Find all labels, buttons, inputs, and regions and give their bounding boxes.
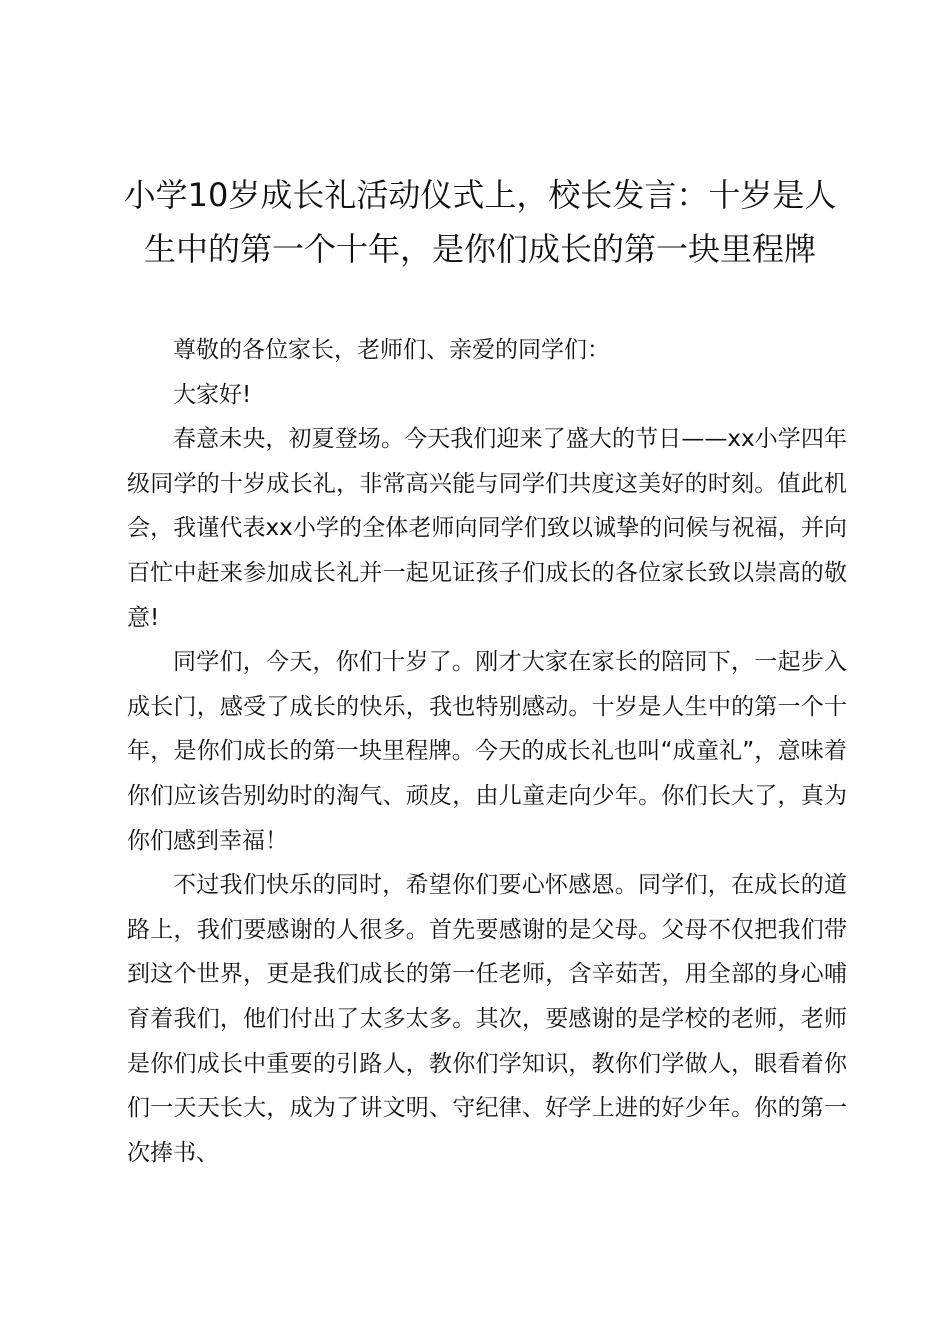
greeting-paragraph: 大家好! (173, 381, 252, 408)
salutation-paragraph: 尊敬的各位家长，老师们、亲爱的同学们： (173, 337, 610, 363)
document-body (127, 328, 847, 1175)
document-title: 小学10岁成长礼活动仪式上，校长发言：十岁是人生中的第一个十年，是你们成长的第一块里程牌 (123, 176, 837, 268)
body-paragraph: 不过我们快乐的同时，希望你们要心怀感恩。同学们，在成长的道路上，我们要感谢的人很多。首先要感谢的是父母。父母不仅把我们带到这个世界，更是我们成长的第一任老师，含辛茹苦，用全部的身心哺育着我们，他们付出了太多太多。其次，要感谢的是学校的老师，老师是你们成长中重要的引路人，教你们学知识，教你们学做人，眼看着你们一天天长大，成为了讲文明、守纪律、好学上进的好少年。你的第一次捧书、 (127, 872, 847, 1166)
body-paragraph: 同学们，今天，你们十岁了。刚才大家在家长的陪同下，一起步入成长门，感受了成长的快乐，我也特别感动。十岁是人生中的第一个十年，是你们成长的第一块里程牌。今天的成长礼也叫“成童礼”，意味着你们应该告别幼时的淘气、顽皮，由儿童走向少年。你们长大了，真为你们感到幸福！ (127, 649, 847, 854)
body-paragraph: 春意未央，初夏登场。今天我们迎来了盛大的节日——xx小学四年级同学的十岁成长礼，非常高兴能与同学们共度这美好的时刻。值此机会，我谨代表xx小学的全体老师向同学们致以诚挚的问候与祝福，并向百忙中赶来参加成长礼并一起见证孩子们成长的各位家长致以崇高的敬意! (127, 426, 847, 631)
